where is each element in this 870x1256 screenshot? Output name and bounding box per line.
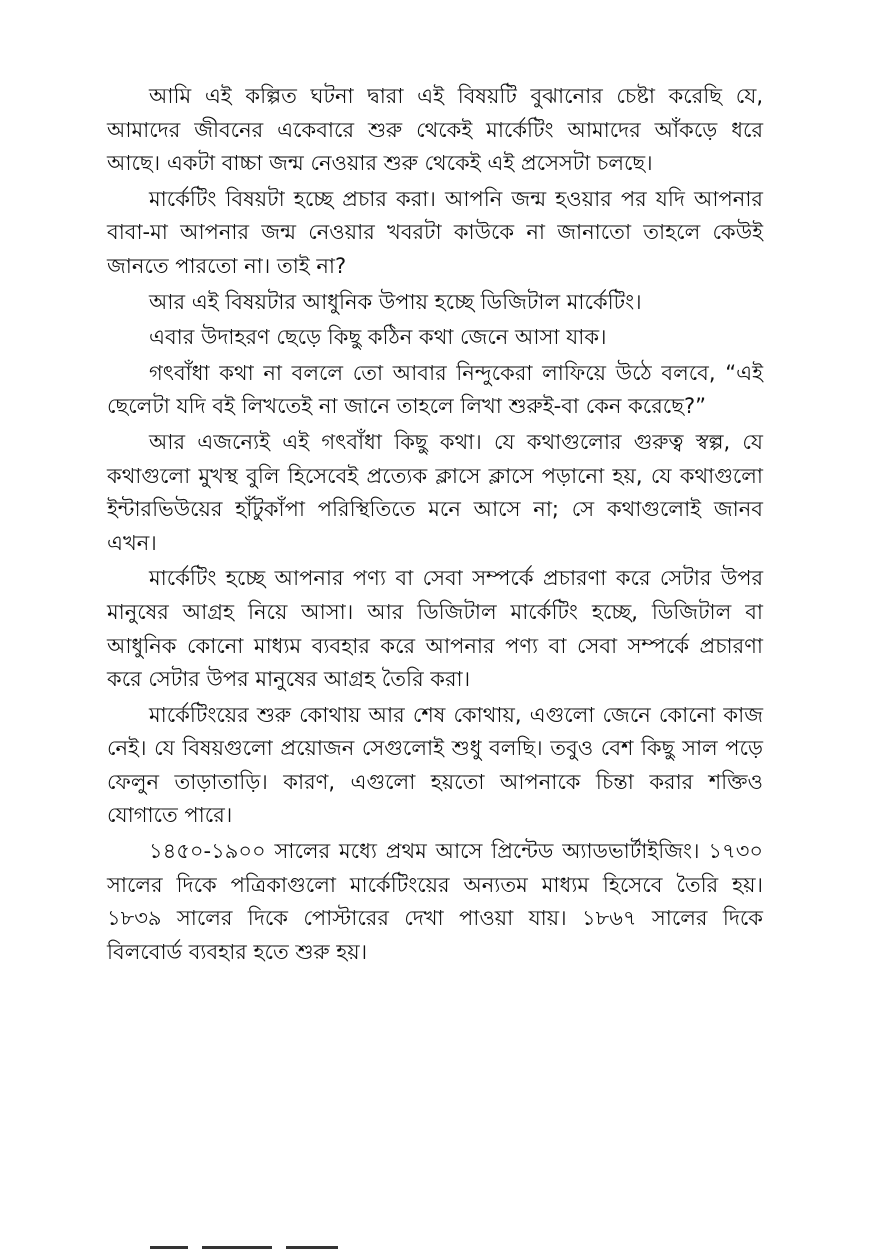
- paragraph: মার্কেটিং বিষয়টা হচ্ছে প্রচার করা। আপনি জন্ম হওয়ার পর যদি আপনার বাবা-মা আপনার জন্ম নেওয়ার খবরটা কাউকে না জানাতো তাহলে কেউই জানতে পারতো না। তাই না?: [107, 186, 763, 278]
- paragraph: মার্কেটিংয়ের শুরু কোথায় আর শেষ কোথায়, এগুলো জেনে কোনো কাজ নেই। যে বিষয়গুলো প্রয়োজন সেগুলোই শুধু বলছি। তবুও বেশ কিছু সাল পড়ে ফেলুন তাড়াতাড়ি। কারণ, এগুলো হয়তো আপনাকে চিন্তা করার শক্তিও যোগাতে পারে।: [107, 702, 763, 828]
- paragraph: ১৪৫০-১৯০০ সালের মধ্যে প্রথম আসে প্রিন্টেড অ্যাডভার্টাইজিং। ১৭৩০ সালের দিকে পত্রিকাগুলো মার্কেটিংয়ের অন্যতম মাধ্যম হিসেবে তৈরি হয়। ১৮৩৯ সালের দিকে পোস্টারের দেখা পাওয়া যায়। ১৮৬৭ সালের দিকে বিলবোর্ড ব্যবহার হতে শুরু হয়।: [107, 839, 763, 964]
- paragraph: আর এই বিষয়টার আধুনিক উপায় হচ্ছে ডিজিটাল মার্কেটিং।: [149, 289, 642, 314]
- paragraph: এবার উদাহরণ ছেড়ে কিছু কঠিন কথা জেনে আসা যাক।: [149, 325, 607, 350]
- cut-off-text-fragment: [150, 1246, 410, 1256]
- paragraph: আর এজন্যেই এই গৎবাঁধা কিছু কথা। যে কথাগুলোর গুরুত্ব স্বল্প, যে কথাগুলো মুখস্থ বুলি হিসেবেই প্রত্যেক ক্লাসে ক্লাসে পড়ানো হয়, যে কথাগুলো ইন্টারভিউয়ের হাঁটুকাঁপা পরিস্থিতিতে মনে আসে না; সে কথাগুলোই জানব এখন।: [107, 429, 763, 555]
- paragraph: গৎবাঁধা কথা না বললে তো আবার নিন্দুকেরা লাফিয়ে উঠে বলবে, “এই ছেলেটা যদি বই লিখতেই না জানে তাহলে লিখা শুরুই-বা কেন করেছে?”: [107, 360, 763, 419]
- paragraph: মার্কেটিং হচ্ছে আপনার পণ্য বা সেবা সম্পর্কে প্রচারণা করে সেটার উপর মানুষের আগ্রহ নিয়ে আসা। আর ডিজিটাল মার্কেটিং হচ্ছে, ডিজিটাল বা আধুনিক কোনো মাধ্যম ব্যবহার করে আপনার পণ্য বা সেবা সম্পর্কে প্রচারণা করে সেটার উপর মানুষের আগ্রহ তৈরি করা।: [107, 566, 763, 692]
- body-text: [107, 80, 763, 971]
- paragraph: আমি এই কল্পিত ঘটনা দ্বারা এই বিষয়টি বুঝানোর চেষ্টা করেছি যে, আমাদের জীবনের একেবারে শুরু থেকেই মার্কেটিং আমাদের আঁকড়ে ধরে আছে। একটা বাচ্চা জন্ম নেওয়ার শুরু থেকেই এই প্রসেসটা চলছে।: [107, 84, 763, 176]
